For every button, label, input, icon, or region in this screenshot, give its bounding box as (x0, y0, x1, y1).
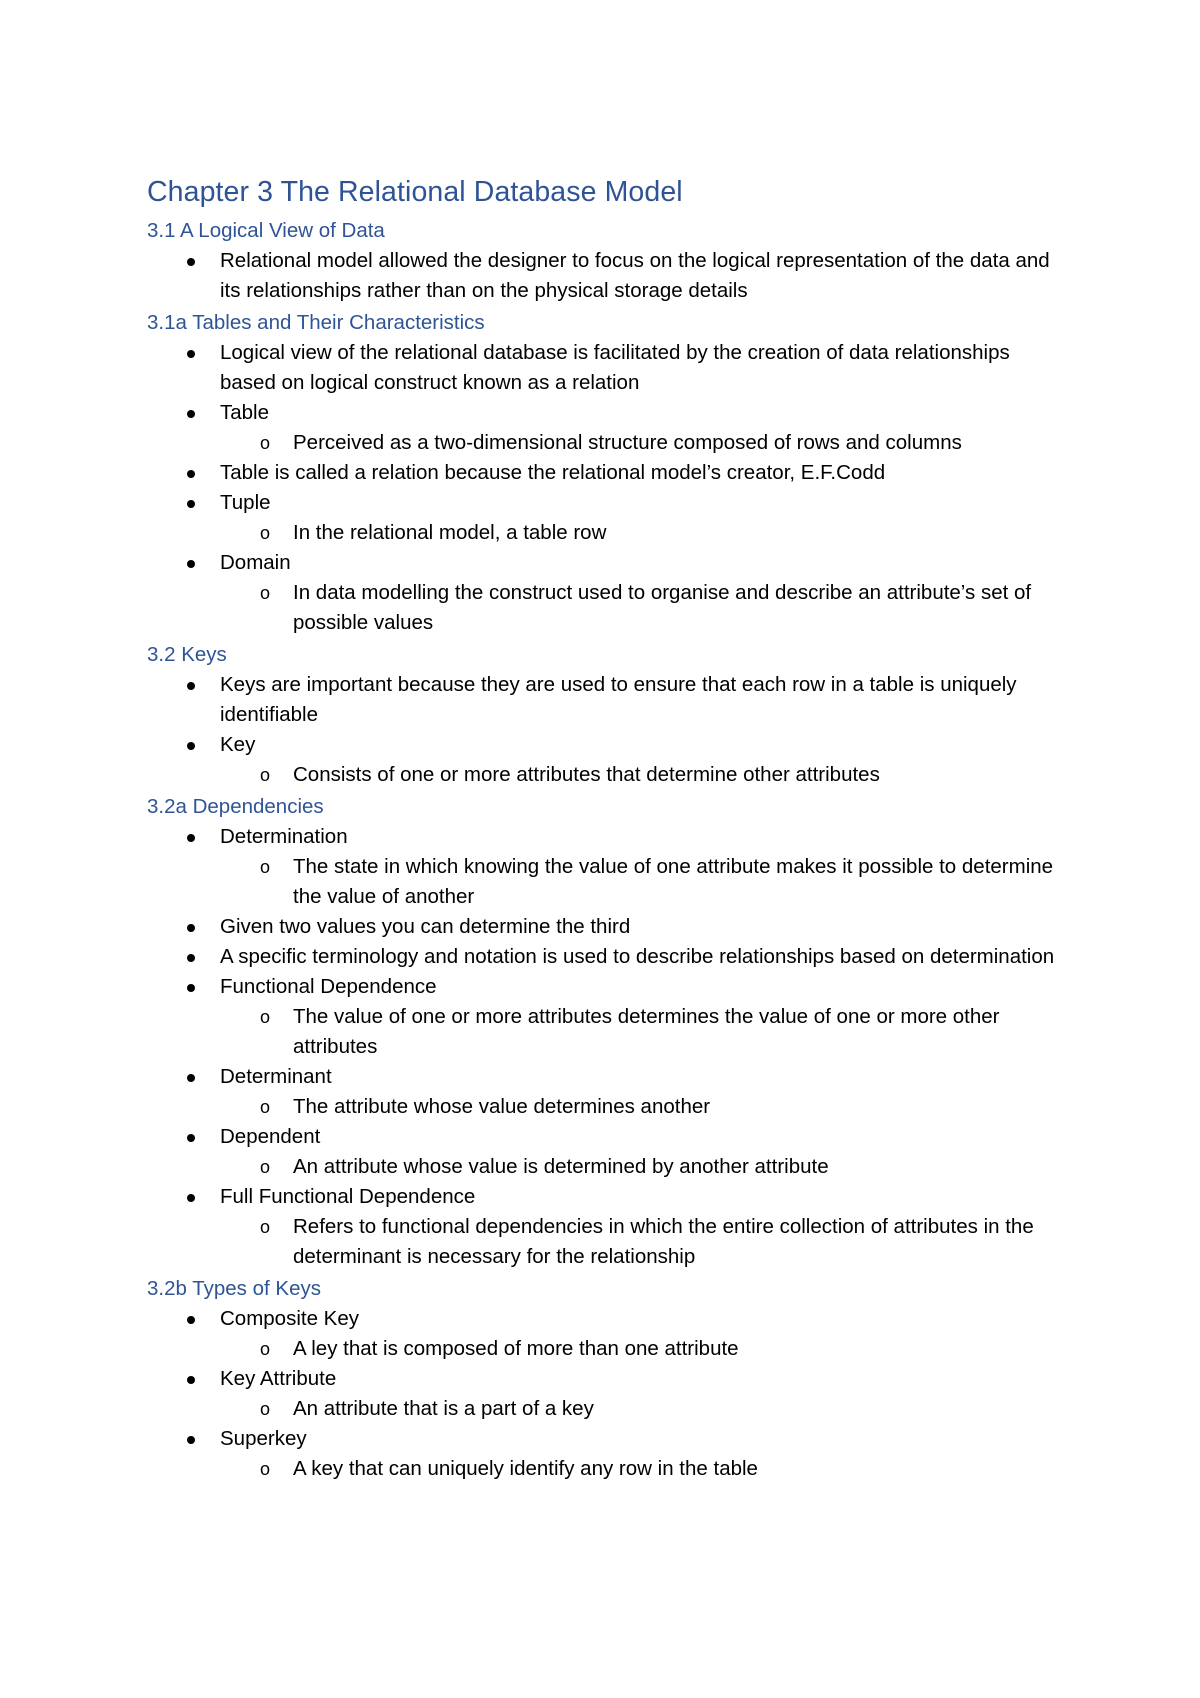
list-item-text: Superkey (220, 1427, 307, 1450)
list-item (147, 338, 1067, 398)
sub-list-item: o In data modelling the construct used to organise and describe an attribute’s set of possible values (147, 578, 1067, 638)
sub-list (147, 578, 1067, 638)
sub-list (147, 1002, 1067, 1062)
sub-list-item: o Consists of one or more attributes that determine other attributes (147, 760, 1067, 790)
sub-list-item: o A ley that is composed of more than one attribute (147, 1334, 1067, 1364)
bullet-list (147, 246, 1067, 306)
list-item (147, 730, 1067, 790)
sub-list-item: o Refers to functional dependencies in which the entire collection of attributes in the determinant is necessary for the relationship (147, 1212, 1067, 1272)
list-item-text: Composite Key (220, 1307, 360, 1330)
bullet-list (147, 338, 1067, 638)
chapter-title: Chapter 3 The Relational Database Model (147, 176, 683, 208)
sub-list (147, 1334, 1067, 1364)
sub-list (147, 428, 1067, 458)
list-item (147, 972, 1067, 1062)
list-item-text: Table (220, 401, 270, 424)
sub-list-item: o The state in which knowing the value of one attribute makes it possible to determine the value of another (147, 852, 1067, 912)
list-item (147, 912, 1067, 942)
section (147, 308, 1067, 638)
list-item (147, 246, 1067, 306)
section (147, 1274, 1067, 1484)
sub-list-item: o The attribute whose value determines another (147, 1092, 1067, 1122)
list-item (147, 1062, 1067, 1122)
list-item-text: Key (220, 733, 256, 756)
document-content (147, 170, 1067, 1484)
list-item-text: Key Attribute (220, 1367, 337, 1390)
section-heading: 3.1 A Logical View of Data (147, 219, 385, 242)
list-item (147, 488, 1067, 548)
list-item-text: Keys are important because they are used to ensure that each row in a table is uniquely identifiable (220, 673, 1017, 726)
sub-list-item: o In the relational model, a table row (147, 518, 1067, 548)
list-item-text: Dependent (220, 1125, 321, 1148)
sub-list-item: o An attribute that is a part of a key (147, 1394, 1067, 1424)
list-item-text: Table is called a relation because the relational model’s creator, E.F.Codd (220, 461, 886, 484)
section-heading: 3.1a Tables and Their Characteristics (147, 311, 485, 334)
list-item-text: Functional Dependence (220, 975, 437, 998)
sub-list-item: o Perceived as a two-dimensional structure composed of rows and columns (147, 428, 1067, 458)
section (147, 792, 1067, 1272)
list-item (147, 1364, 1067, 1424)
section (147, 216, 1067, 306)
list-item (147, 458, 1067, 488)
list-item (147, 398, 1067, 458)
sub-list-item: o An attribute whose value is determined by another attribute (147, 1152, 1067, 1182)
list-item-text: Given two values you can determine the third (220, 915, 631, 938)
list-item-text: Determinant (220, 1065, 332, 1088)
list-item-text: Tuple (220, 491, 271, 514)
section (147, 640, 1067, 790)
list-item (147, 1182, 1067, 1272)
list-item-text: Full Functional Dependence (220, 1185, 476, 1208)
sub-list (147, 760, 1067, 790)
sub-list-item: o The value of one or more attributes determines the value of one or more other attributes (147, 1002, 1067, 1062)
list-item (147, 1304, 1067, 1364)
section-heading: 3.2b Types of Keys (147, 1277, 321, 1300)
list-item (147, 822, 1067, 912)
sub-list-item: o A key that can uniquely identify any row in the table (147, 1454, 1067, 1484)
section-heading: 3.2 Keys (147, 643, 227, 666)
sub-list (147, 1212, 1067, 1272)
list-item (147, 942, 1067, 972)
list-item-text: A specific terminology and notation is used to describe relationships based on determination (220, 945, 1055, 968)
list-item (147, 1122, 1067, 1182)
list-item (147, 1424, 1067, 1484)
section-heading: 3.2a Dependencies (147, 795, 324, 818)
bullet-list (147, 670, 1067, 790)
sections-container (147, 216, 1067, 1484)
sub-list (147, 1394, 1067, 1424)
sub-list (147, 1454, 1067, 1484)
list-item (147, 548, 1067, 638)
bullet-list (147, 1304, 1067, 1484)
list-item-text: Logical view of the relational database is facilitated by the creation of data relationships based on logical construct known as a relation (220, 341, 1010, 394)
list-item (147, 670, 1067, 730)
sub-list (147, 1092, 1067, 1122)
list-item-text: Determination (220, 825, 348, 848)
sub-list (147, 852, 1067, 912)
sub-list (147, 518, 1067, 548)
list-item-text: Relational model allowed the designer to focus on the logical representation of the data and its relationships rather than on the physical storage details (220, 249, 1050, 302)
list-item-text: Domain (220, 551, 291, 574)
bullet-list (147, 822, 1067, 1272)
sub-list (147, 1152, 1067, 1182)
